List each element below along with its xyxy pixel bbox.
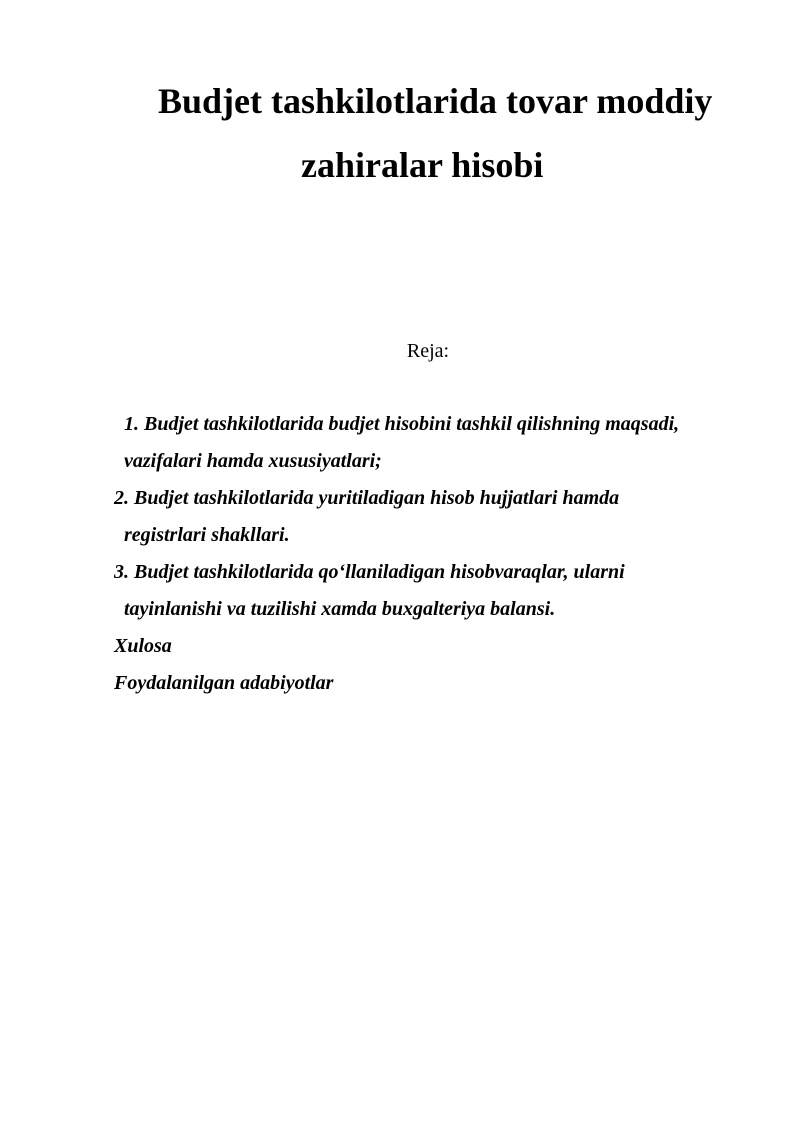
plan-item-conclusion: Xulosa — [114, 635, 172, 657]
plan-item-2-line-1: 2. Budjet tashkilotlarida yuritiladigan hisob hujjatlari hamda — [114, 487, 620, 509]
plan-item-1-line-2: vazifalari hamda xususiyatlari; — [124, 450, 382, 472]
plan-item-3-line-2: tayinlanishi va tuzilishi xamda buxgalteriya balansi. — [124, 598, 556, 620]
document-title-line-1: Budjet tashkilotlarida tovar moddiy — [158, 81, 713, 121]
plan-item-references: Foydalanilgan adabiyotlar — [114, 672, 334, 694]
document-title-line-2: zahiralar hisobi — [301, 145, 544, 185]
plan-item-1-line-1: 1. Budjet tashkilotlarida budjet hisobini tashkil qilishning maqsadi, — [124, 413, 680, 435]
plan-item-2-line-2: registrlari shakllari. — [124, 524, 290, 546]
plan-item-3-line-1: 3. Budjet tashkilotlarida qo‘llaniladigan hisobvaraqlar, ularni — [114, 561, 625, 583]
plan-heading: Reja: — [406, 340, 450, 362]
